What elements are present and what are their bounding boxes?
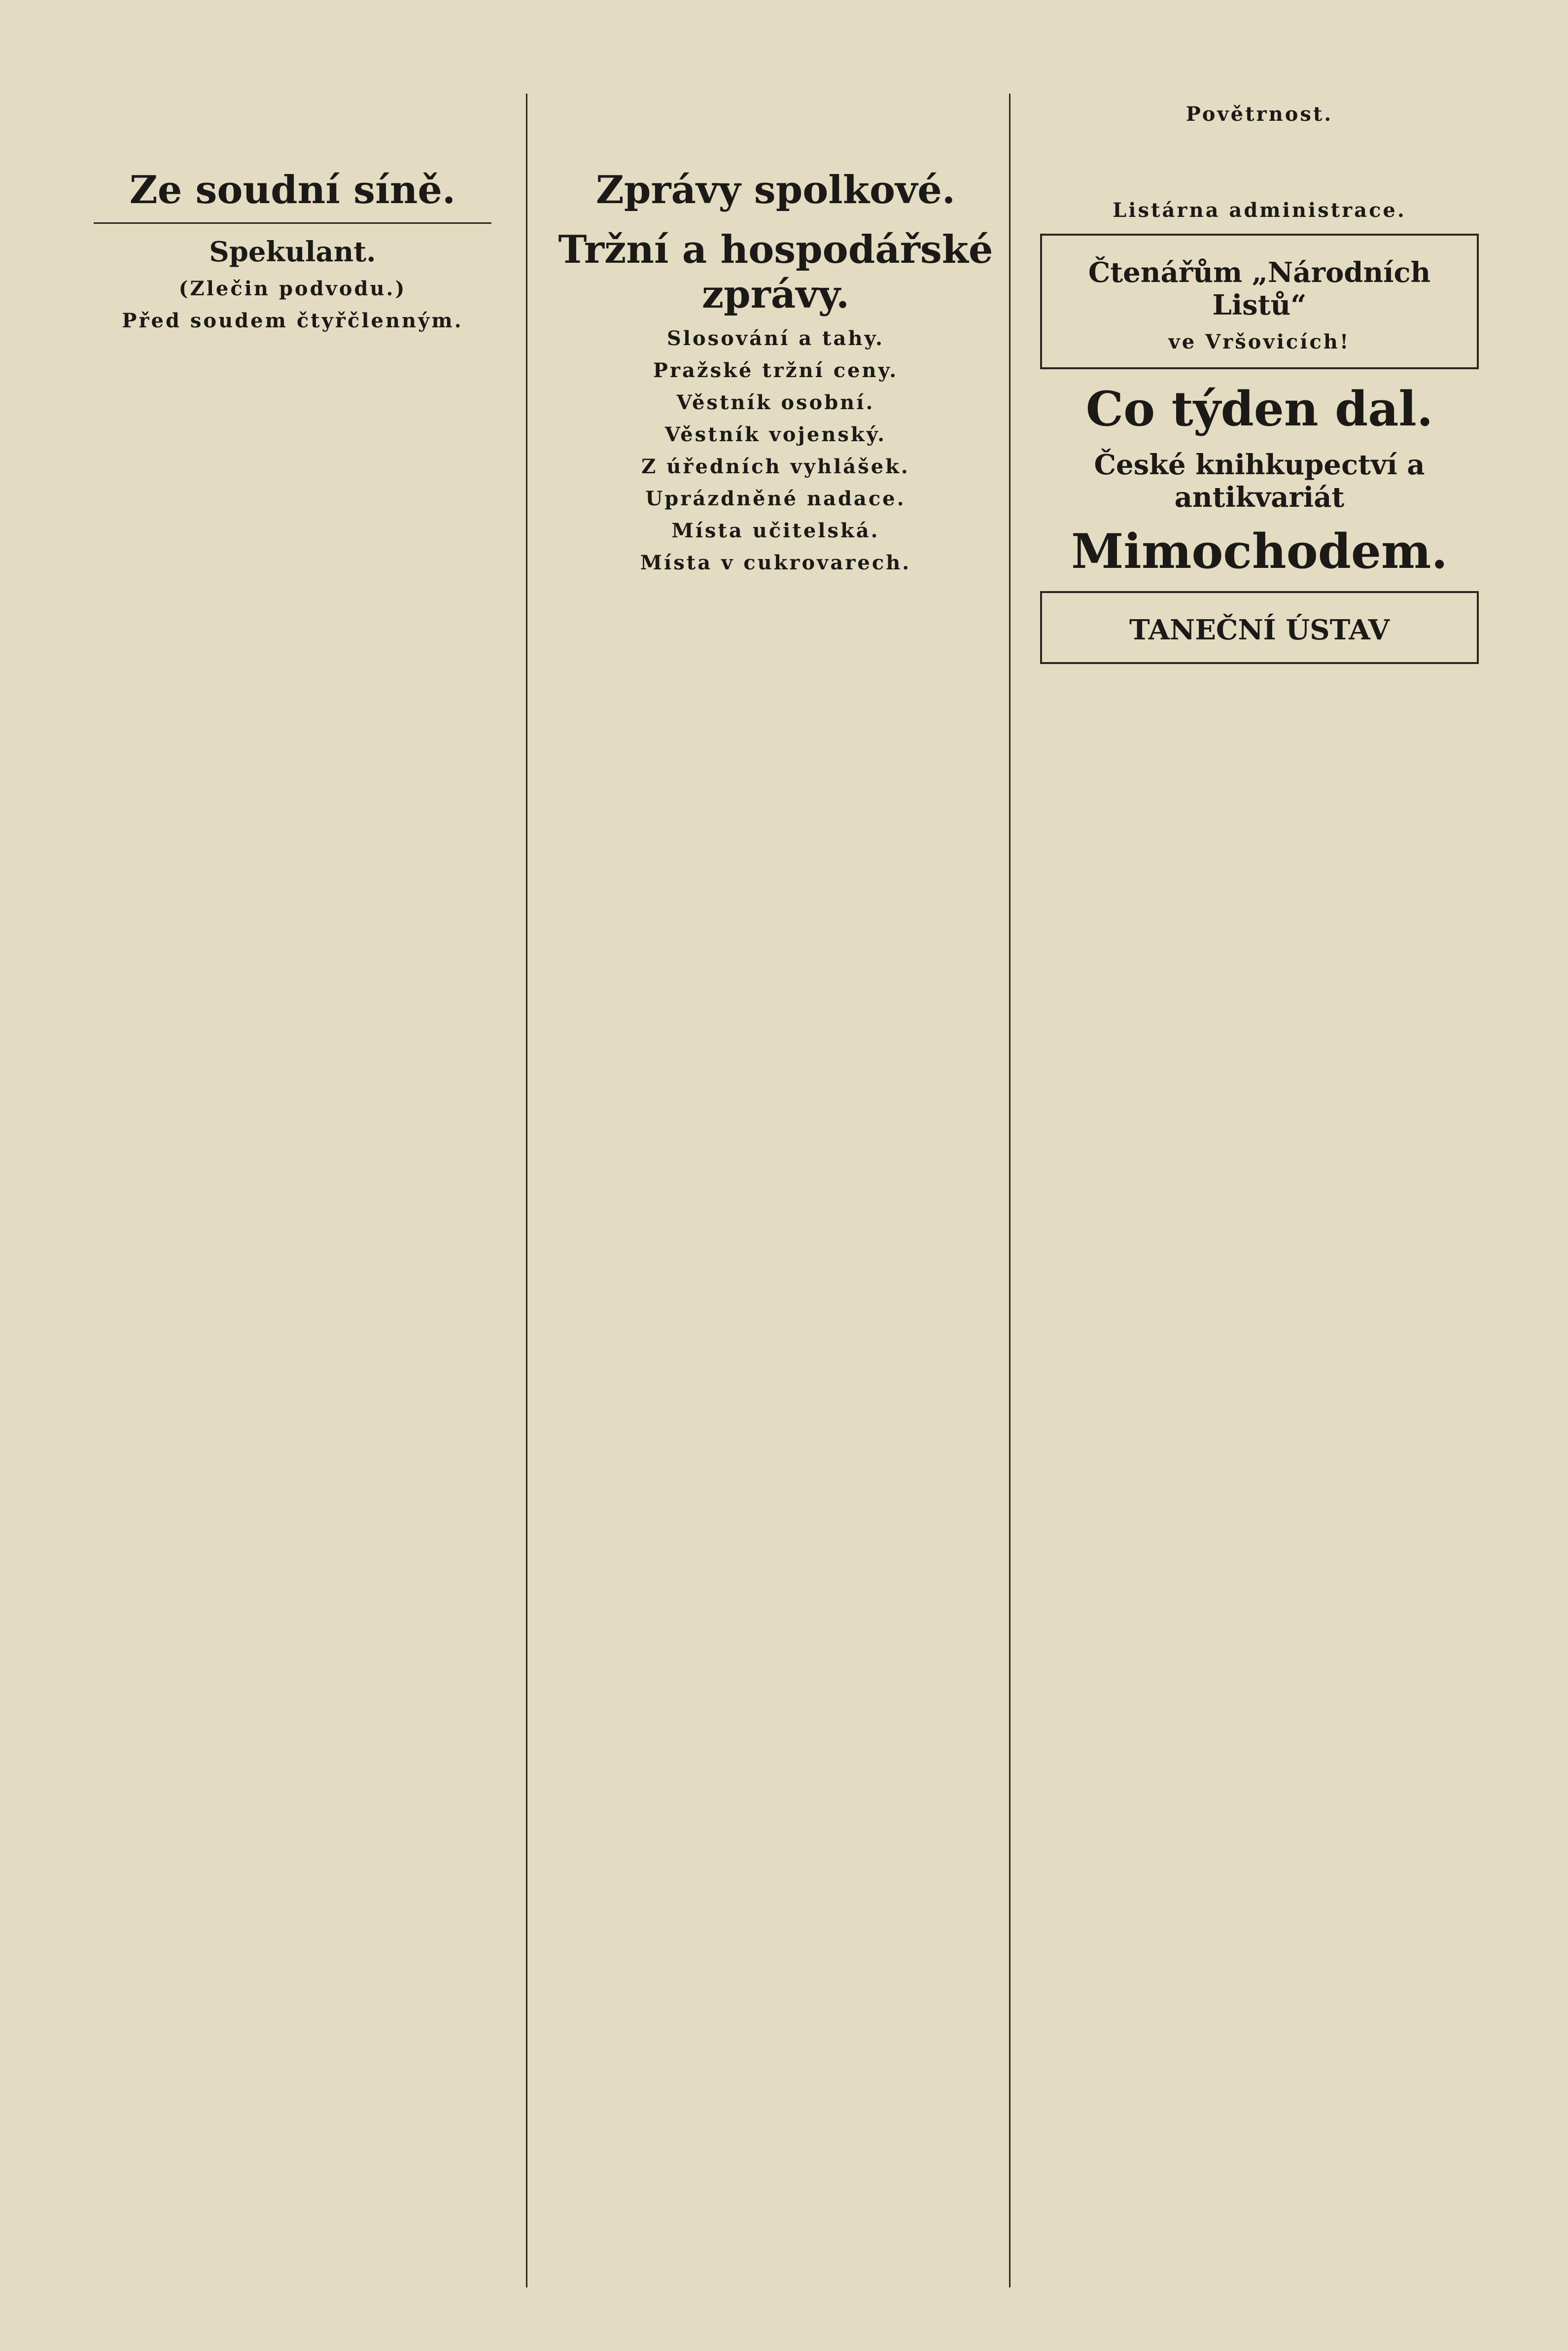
ad-bookshop: České knihkupectví a antikvariát bbox=[1094, 449, 1425, 514]
heading-weather: Povětrnost. bbox=[1185, 103, 1333, 126]
ad-dance-title: TANEČNÍ ÚSTAV bbox=[1129, 614, 1390, 646]
ad-mimochodem: Mimochodem. bbox=[1071, 524, 1448, 579]
heading-personal: Věstník osobní. bbox=[676, 391, 875, 414]
divider bbox=[94, 222, 491, 224]
ad-weekly: Co týden dal. bbox=[1085, 381, 1433, 437]
left-column-body bbox=[74, 94, 511, 153]
section-heading-market: Tržní a hospodářské zprávy. bbox=[558, 227, 993, 317]
right-column bbox=[1040, 94, 1494, 2287]
article-lead: Před soudem čtyřčlenným. bbox=[122, 309, 463, 332]
heading-foundations: Uprázdněné nadace. bbox=[645, 487, 906, 510]
article-subtitle: (Zlečin podvodu.) bbox=[178, 277, 407, 300]
middle-column-body bbox=[557, 94, 994, 153]
heading-military: Věstník vojenský. bbox=[664, 423, 887, 446]
ad-dance bbox=[1040, 591, 1479, 664]
heading-admin: Listárna administrace. bbox=[1113, 199, 1406, 222]
heading-prices: Pražské tržní ceny. bbox=[653, 359, 899, 382]
section-heading-clubs: Zprávy spolkové. bbox=[595, 168, 956, 212]
heading-teaching: Místa učitelská. bbox=[671, 519, 880, 542]
article-title: Spekulant. bbox=[209, 236, 376, 268]
middle-column bbox=[557, 94, 1010, 2287]
right-column-body bbox=[1040, 131, 1479, 190]
section-heading-court: Ze soudní síně. bbox=[129, 168, 456, 212]
ad-readers-subtitle: ve Vršovicích! bbox=[1168, 330, 1351, 353]
newspaper-page bbox=[74, 94, 1494, 2287]
left-column bbox=[74, 94, 527, 2287]
ad-readers-title: Čtenářům „Národních Listů“ bbox=[1088, 256, 1431, 321]
ad-readers bbox=[1040, 234, 1479, 369]
heading-sugar: Místa v cukrovarech. bbox=[640, 551, 911, 574]
heading-official: Z úředních vyhlášek. bbox=[641, 455, 910, 478]
heading-lottery: Slosování a tahy. bbox=[666, 327, 885, 350]
